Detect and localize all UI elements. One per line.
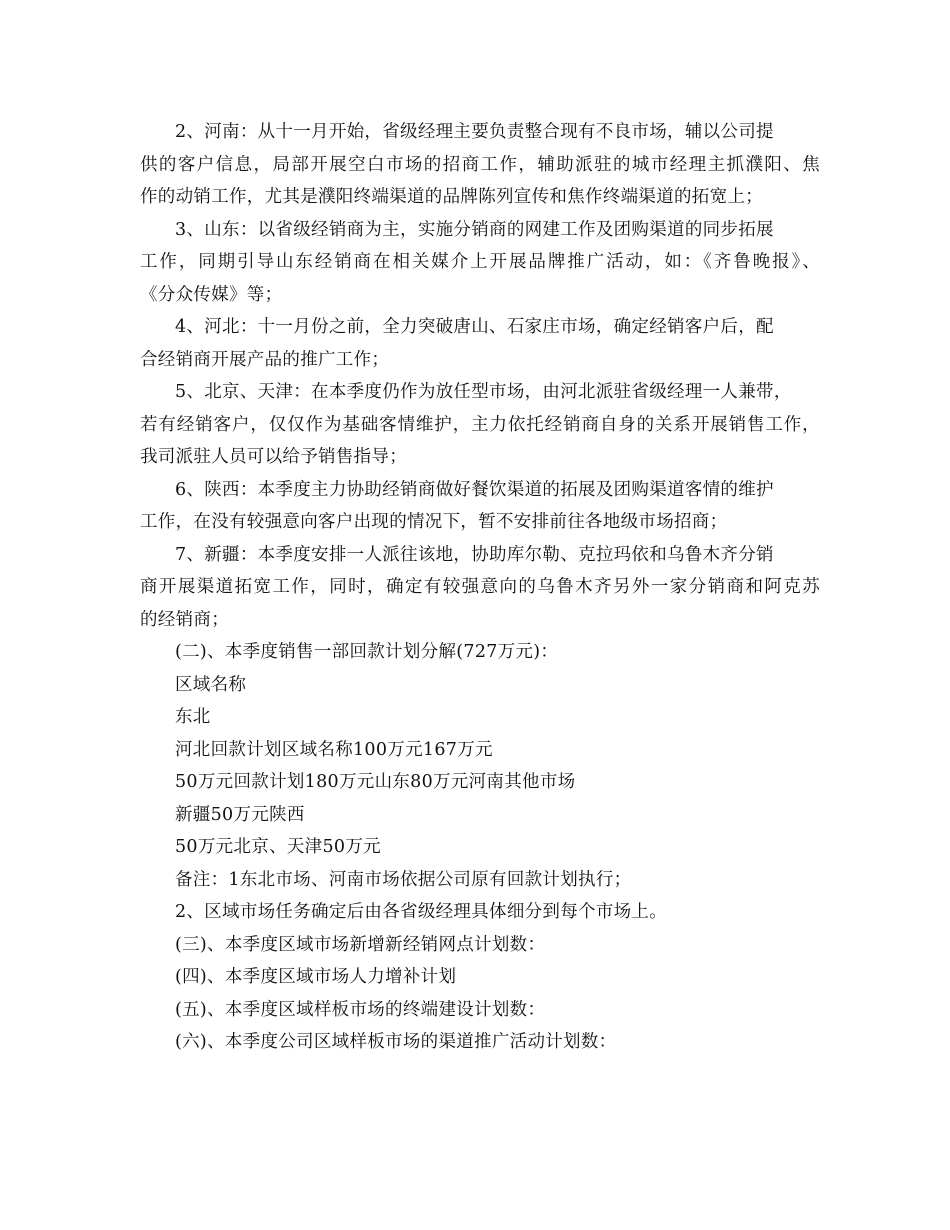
paragraph-shaanxi-line-2: 工作，在没有较强意向客户出现的情况下，暂不安排前往各地级市场招商； — [140, 512, 728, 532]
paragraph-shandong-line-3: 《分众传媒》等； — [140, 284, 283, 305]
paragraph-hebei-line-1: 4、河北：十一月份之前，全力突破唐山、石家庄市场，确定经销客户后，配 — [175, 317, 774, 337]
paragraph-beijing-tianjin-line-3: 我司派驻人员可以给予销售指导； — [140, 447, 407, 467]
plan-text-line: 50万元北京、天津50万元 — [175, 837, 381, 857]
plan-text-line: 50万元回款计划180万元山东80万元河南其他市场 — [175, 772, 576, 792]
remark-line-1: 备注：1东北市场、河南市场依据公司原有回款计划执行； — [175, 869, 632, 890]
paragraph-henan-line-1: 2、河南：从十一月开始，省级经理主要负责整合现有不良市场，辅以公司提 — [175, 122, 774, 142]
paragraph-xinjiang-line-1: 7、新疆：本季度安排一人派往该地，协助库尔勒、克拉玛依和乌鲁木齐分销 — [175, 544, 774, 565]
paragraph-shaanxi-line-1: 6、陕西：本季度主力协助经销商做好餐饮渠道的拓展及团购渠道客情的维护 — [175, 479, 774, 500]
remark-line-2: 2、区域市场任务确定后由各省级经理具体细分到每个市场上。 — [175, 902, 668, 922]
paragraph-shandong-line-1: 3、山东：以省级经销商为主，实施分销商的网建工作及团购渠道的同步拓展 — [175, 219, 774, 240]
paragraph-hebei-line-2: 合经销商开展产品的推广工作； — [140, 349, 390, 370]
document-page — [140, 116, 820, 1059]
paragraph-xinjiang-line-2: 商开展渠道拓宽工作，同时，确定有较强意向的乌鲁木齐另外一家分销商和阿克苏 — [140, 577, 820, 597]
paragraph-xinjiang-line-3: 的经销商； — [140, 609, 229, 630]
plan-text-line: 东北 — [175, 707, 211, 727]
section-heading-payment-plan: (二)、本季度销售一部回款计划分解(727万元)： — [175, 642, 559, 662]
section-heading-new-outlets: (三)、本季度区域市场新增新经销网点计划数： — [175, 934, 546, 955]
paragraph-henan-line-3: 作的动销工作，尤其是濮阳终端渠道的品牌陈列宣传和焦作终端渠道的拓宽上； — [140, 187, 763, 207]
section-heading-staffing: (四)、本季度区域市场人力增补计划 — [175, 967, 457, 987]
section-heading-channel-promotion: (六)、本季度公司区域样板市场的渠道推广活动计划数： — [175, 1032, 617, 1052]
paragraph-shandong-line-2: 工作，同期引导山东经销商在相关媒介上开展品牌推广活动，如：《齐鲁晚报》、 — [140, 252, 820, 272]
plan-text-line: 新疆50万元陕西 — [175, 804, 305, 825]
plan-text-line: 河北回款计划区域名称100万元167万元 — [175, 739, 493, 760]
plan-text-line: 区域名称 — [175, 674, 247, 695]
paragraph-beijing-tianjin-line-1: 5、北京、天津：在本季度仍作为放任型市场，由河北派驻省级经理一人兼带， — [175, 382, 792, 402]
paragraph-beijing-tianjin-line-2: 若有经销客户，仅仅作为基础客情维护，主力依托经销商自身的关系开展销售工作， — [140, 414, 820, 435]
paragraph-henan-line-2: 供的客户信息，局部开展空白市场的招商工作，辅助派驻的城市经理主抓濮阳、焦 — [140, 154, 820, 175]
section-heading-terminal-build: (五)、本季度区域样板市场的终端建设计划数： — [175, 999, 546, 1020]
